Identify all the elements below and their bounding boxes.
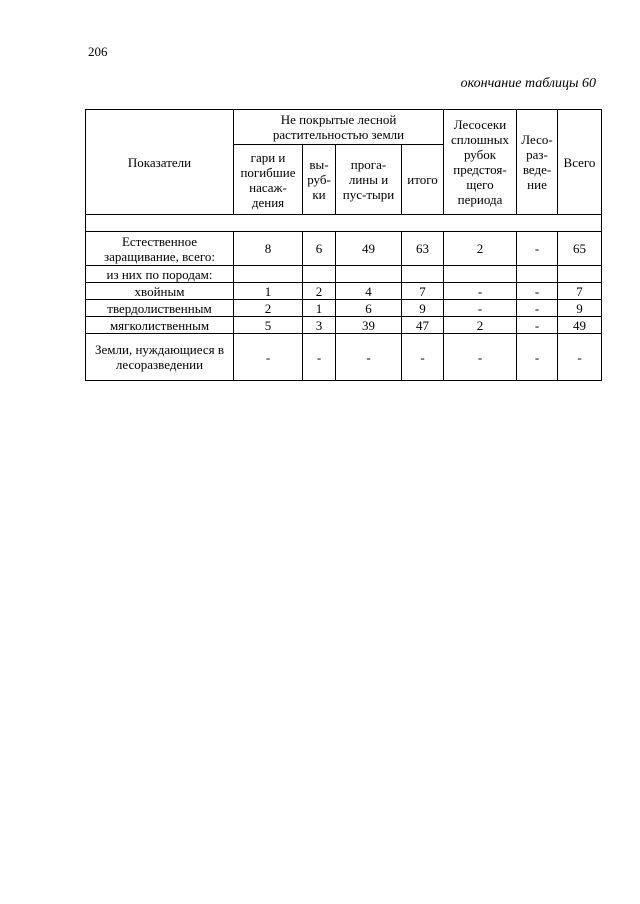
- cell-subtotal: 47: [402, 317, 444, 334]
- page-number: 206: [88, 44, 108, 59]
- table-row: [86, 334, 602, 381]
- table-row: [86, 266, 602, 283]
- header-reforestation: Лесо-раз-веде-ние: [517, 110, 558, 215]
- data-table: [85, 109, 602, 381]
- cell-burnt: 1: [234, 283, 303, 300]
- row-label: мягколиственным: [86, 317, 234, 334]
- cell-clearings: 1: [303, 300, 336, 317]
- header-felling-sites: Лесосеки сплошных рубок предстоя-щего периода: [444, 110, 517, 215]
- cell-subtotal: -: [402, 334, 444, 381]
- header-not-covered: Не покрытые лесной растительностью земли: [234, 110, 444, 145]
- row-label: хвойным: [86, 283, 234, 300]
- cell-subtotal: 63: [402, 232, 444, 266]
- cell-glades: 49: [336, 232, 402, 266]
- cell-felling-sites: -: [444, 300, 517, 317]
- cell-total: -: [558, 334, 602, 381]
- cell-total: 65: [558, 232, 602, 266]
- cell-total: 9: [558, 300, 602, 317]
- table-row: [86, 300, 602, 317]
- cell-felling-sites: 2: [444, 317, 517, 334]
- cell-subtotal: 9: [402, 300, 444, 317]
- table-caption: окончание таблицы 60: [460, 76, 596, 91]
- cell-burnt: 8: [234, 232, 303, 266]
- cell-reforestation: [517, 266, 558, 283]
- cell-total: 7: [558, 283, 602, 300]
- cell-subtotal: 7: [402, 283, 444, 300]
- cell-reforestation: -: [517, 334, 558, 381]
- cell-glades: 4: [336, 283, 402, 300]
- table-row: [86, 283, 602, 300]
- cell-clearings: -: [303, 334, 336, 381]
- cell-clearings: 3: [303, 317, 336, 334]
- cell-felling-sites: -: [444, 334, 517, 381]
- spacer-row: [86, 215, 602, 232]
- cell-total: [558, 266, 602, 283]
- cell-glades: [336, 266, 402, 283]
- row-label: твердолиственным: [86, 300, 234, 317]
- cell-clearings: 6: [303, 232, 336, 266]
- cell-felling-sites: 2: [444, 232, 517, 266]
- header-glades: прога-лины и пус-тыри: [336, 145, 402, 215]
- cell-reforestation: -: [517, 232, 558, 266]
- header-clearings: вы-руб-ки: [303, 145, 336, 215]
- header-subtotal: итого: [402, 145, 444, 215]
- cell-clearings: 2: [303, 283, 336, 300]
- cell-burnt: 5: [234, 317, 303, 334]
- header-indicator: Показатели: [86, 110, 234, 215]
- cell-glades: -: [336, 334, 402, 381]
- cell-reforestation: -: [517, 300, 558, 317]
- cell-reforestation: -: [517, 283, 558, 300]
- cell-subtotal: [402, 266, 444, 283]
- table-row: [86, 232, 602, 266]
- row-label: Земли, нуждающиеся в лесоразведении: [86, 334, 234, 381]
- cell-clearings: [303, 266, 336, 283]
- cell-felling-sites: [444, 266, 517, 283]
- header-burnt: гари и погибшие насаж-дения: [234, 145, 303, 215]
- cell-burnt: -: [234, 334, 303, 381]
- header-total: Всего: [558, 110, 602, 215]
- cell-felling-sites: -: [444, 283, 517, 300]
- cell-total: 49: [558, 317, 602, 334]
- header-row-top: [86, 110, 602, 145]
- row-label: Естественное заращивание, всего:: [86, 232, 234, 266]
- cell-burnt: [234, 266, 303, 283]
- table-row: [86, 317, 602, 334]
- row-label: из них по породам:: [86, 266, 234, 283]
- cell-glades: 6: [336, 300, 402, 317]
- cell-reforestation: -: [517, 317, 558, 334]
- cell-glades: 39: [336, 317, 402, 334]
- cell-burnt: 2: [234, 300, 303, 317]
